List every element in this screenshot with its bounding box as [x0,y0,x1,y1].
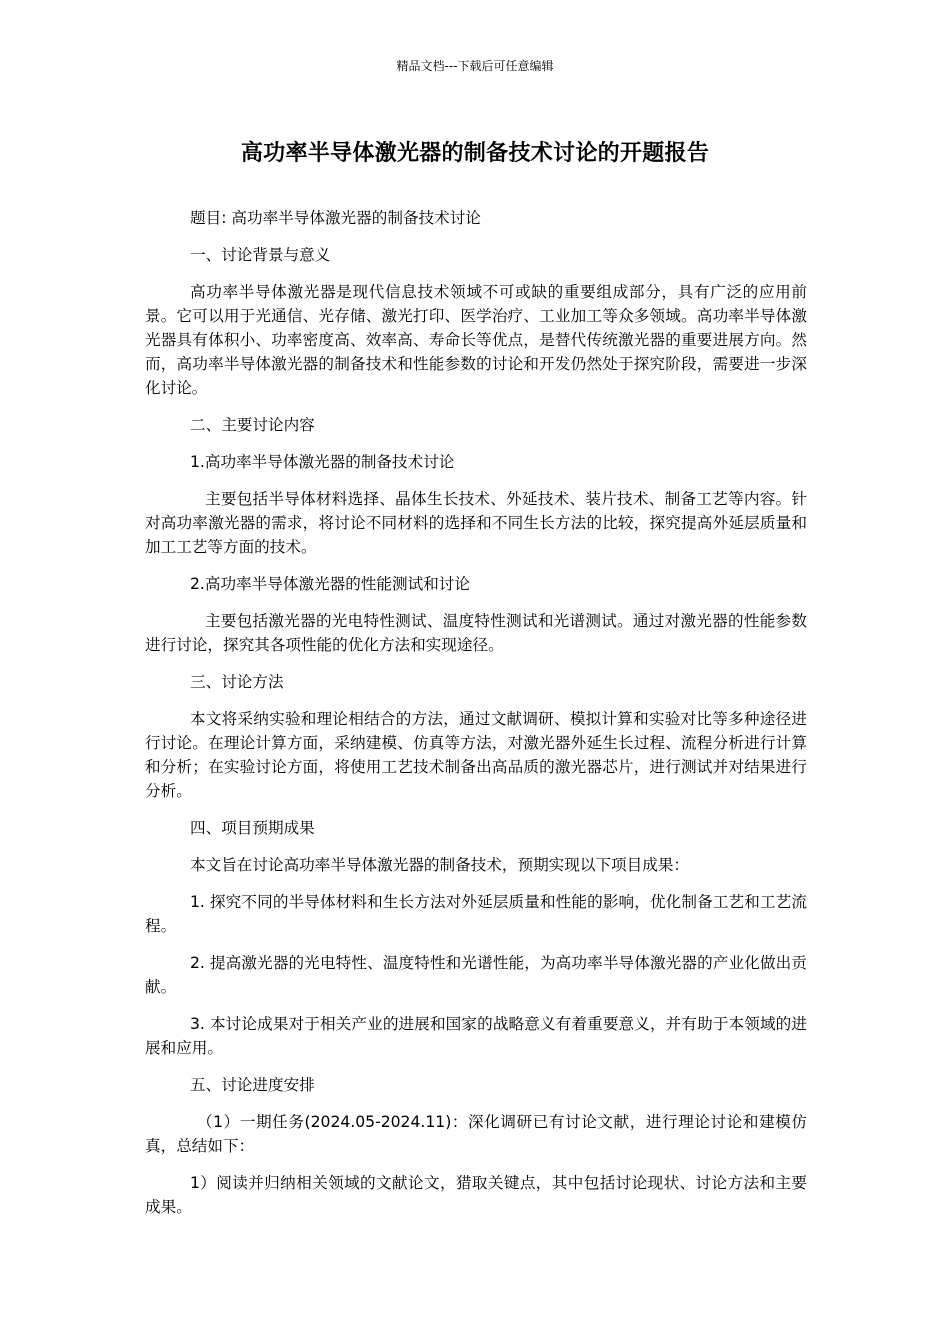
section-heading-background: 一、讨论背景与意义 [190,246,331,264]
document-title: 高功率半导体激光器的制备技术讨论的开题报告 [240,141,710,166]
section-heading-content: 二、主要讨论内容 [190,416,315,434]
subheading-preparation: 1.高功率半导体激光器的制备技术讨论 [190,453,455,471]
methods-paragraph: 本文将采纳实验和理论相结合的方法，通过文献调研、模拟计算和实验对比等多种途径进行讨论。在理论计算方面，采纳建模、仿真等方法，对激光器外延生长过程、流程分析进行计算和分析；在实验讨论方面，将使用工艺技术制备出高品质的激光器芯片，进行测试并对结果进行分析。 [145,710,807,800]
outcomes-intro: 本文旨在讨论高功率半导体激光器的制备技术，预期实现以下项目成果： [190,856,690,874]
subheading-testing: 2.高功率半导体激光器的性能测试和讨论 [190,575,470,593]
topic-line: 题目: 高功率半导体激光器的制备技术讨论 [190,209,481,227]
testing-paragraph: 主要包括激光器的光电特性测试、温度特性测试和光谱测试。通过对激光器的性能参数进行讨论，探究其各项性能的优化方法和实现途径。 [145,612,807,654]
background-paragraph: 高功率半导体激光器是现代信息技术领域不可或缺的重要组成部分，具有广泛的应用前景。它可以用于光通信、光存储、激光打印、医学治疗、工业加工等众多领域。高功率半导体激光器具有体积小、功率密度高、效率高、寿命长等优点，是替代传统激光器的重要进展方向。然而，高功率半导体激光器的制备技术和性能参数的讨论和开发仍然处于探究阶段，需要进一步深化讨论。 [145,283,807,397]
schedule-phase-one: （1）一期任务(2024.05-2024.11)：深化调研已有讨论文献，进行理论讨论和建模仿真，总结如下： [145,1113,807,1155]
preparation-paragraph: 主要包括半导体材料选择、晶体生长技术、外延技术、装片技术、制备工艺等内容。针对高功率激光器的需求，将讨论不同材料的选择和不同生长方法的比较，探究提高外延层质量和加工工艺等方面的技术。 [145,490,807,556]
outcome-item: 2. 提高激光器的光电特性、温度特性和光谱性能，为高功率半导体激光器的产业化做出贡献。 [145,954,807,996]
section-heading-outcomes: 四、项目预期成果 [190,819,315,837]
section-heading-methods: 三、讨论方法 [190,673,284,691]
schedule-task-item: 1）阅读并归纳相关领域的文献论文，猎取关键点，其中包括讨论现状、讨论方法和主要成果。 [145,1174,807,1216]
outcome-item: 3. 本讨论成果对于相关产业的进展和国家的战略意义有着重要意义，并有助于本领域的进展和应用。 [145,1015,807,1057]
document-body [145,206,807,1232]
header-note: 精品文档---下载后可任意编辑 [396,59,554,73]
outcome-item: 1. 探究不同的半导体材料和生长方法对外延层质量和性能的影响，优化制备工艺和工艺流程。 [145,893,807,935]
section-heading-schedule: 五、讨论进度安排 [190,1076,315,1094]
